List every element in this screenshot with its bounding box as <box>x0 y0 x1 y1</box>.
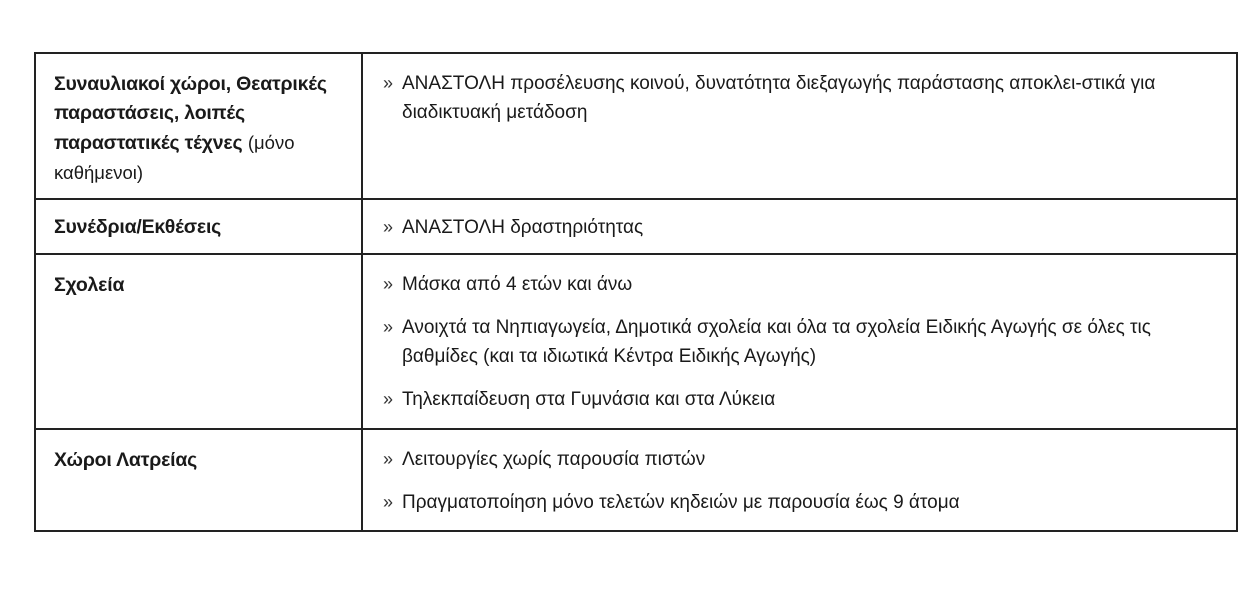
rule-text: Ανοιχτά τα Νηπιαγωγεία, Δημοτικά σχολεία και όλα τα σχολεία Ειδικής Αγωγής σε όλες τις βαθμίδες (και τα ιδιωτικά Κέντρα Ειδικής Αγωγής) <box>402 317 1151 367</box>
rules-cell <box>362 254 1237 429</box>
rules-cell <box>362 199 1237 254</box>
bullet-marker: » <box>383 492 394 512</box>
bullet-marker: » <box>383 449 394 469</box>
rule-text: Πραγματοποίηση μόνο τελετών κηδειών με παρουσία έως 9 άτομα <box>402 492 960 513</box>
category-name: Συναυλιακοί χώροι, Θεατρικές παραστάσεις, λοιπές παραστατικές τέχνες <box>54 73 327 154</box>
rule-text: Μάσκα από 4 ετών και άνω <box>402 274 633 295</box>
rule-item <box>383 445 1216 474</box>
bullet-marker: » <box>383 317 394 337</box>
measures-table <box>34 52 1238 532</box>
rules-cell <box>362 53 1237 199</box>
category-note: (μόνο καθήμενοι) <box>54 132 295 183</box>
category-name: Συνέδρια/Εκθέσεις <box>54 216 222 238</box>
category-cell <box>35 199 362 254</box>
rule-text: Τηλεκπαίδευση στα Γυμνάσια και στα Λύκεια <box>402 389 776 410</box>
category-cell <box>35 53 362 199</box>
category-name: Χώροι Λατρείας <box>54 449 198 471</box>
rule-text: ΑΝΑΣΤΟΛΗ προσέλευσης κοινού, δυνατότητα διεξαγωγής παράστασης αποκλει-στικά για διαδικτυακή μετάδοση <box>402 73 1156 123</box>
bullet-marker: » <box>383 274 394 294</box>
category-name: Σχολεία <box>54 274 125 296</box>
category-cell <box>35 254 362 429</box>
table-row <box>35 199 1237 254</box>
rule-text: Λειτουργίες χωρίς παρουσία πιστών <box>402 449 706 470</box>
table-row <box>35 53 1237 199</box>
rule-list <box>383 69 1216 127</box>
bullet-marker: » <box>383 389 394 409</box>
rule-item <box>383 270 1216 299</box>
rule-list <box>383 213 1216 242</box>
rule-item <box>383 69 1216 127</box>
rule-item <box>383 385 1216 414</box>
rule-item <box>383 313 1216 371</box>
bullet-marker: » <box>383 217 394 237</box>
bullet-marker: » <box>383 73 394 93</box>
rule-item <box>383 488 1216 517</box>
rule-list <box>383 270 1216 414</box>
table-row <box>35 429 1237 531</box>
rules-cell <box>362 429 1237 531</box>
category-cell <box>35 429 362 531</box>
rule-item <box>383 213 1216 242</box>
rule-list <box>383 445 1216 517</box>
table-row <box>35 254 1237 429</box>
rule-text: ΑΝΑΣΤΟΛΗ δραστηριότητας <box>402 217 644 238</box>
